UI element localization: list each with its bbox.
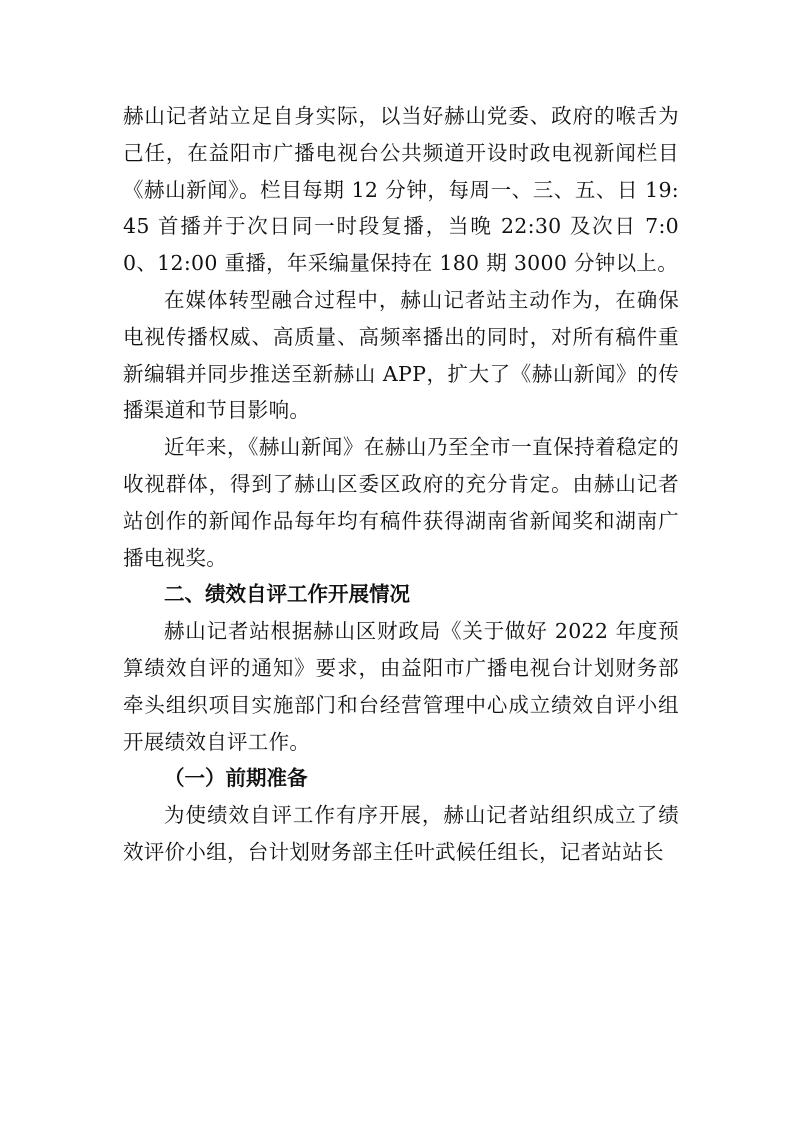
paragraph-media-integration: 在媒体转型融合过程中，赫山记者站主动作为，在确保电视传播权威、高质量、高频率播出的同时，对所有稿件重新编辑并同步推送至新赫山 APP，扩大了《赫山新闻》的传播渠道和节目影响。 <box>123 287 679 423</box>
paragraph-program-overview: 赫山记者站立足自身实际，以当好赫山党委、政府的喉舌为己任，在益阳市广播电视台公共频道开设时政电视新闻栏目《赫山新闻》。栏目每期 12 分钟，每周一、三、五、日 19:45 首播并于次日同一时段复播，当晚 22:30 及次日 7:00、12:00 重播，年采编量保持在 180 期 3000 分钟以上。 <box>123 104 679 276</box>
document-body <box>123 98 679 871</box>
section-heading-self-evaluation: 二、绩效自评工作开展情况 <box>164 582 410 607</box>
subsection-heading-preparation: （一）前期准备 <box>164 766 308 791</box>
paragraph-preparation: 为使绩效自评工作有序开展，赫山记者站组织成立了绩效评价小组，台计划财务部主任叶武候任组长，记者站站长 <box>123 803 679 864</box>
paragraph-recent-achievements: 近年来，《赫山新闻》在赫山乃至全市一直保持着稳定的收视群体，得到了赫山区委区政府的充分肯定。由赫山记者站创作的新闻作品每年均有稿件获得湖南省新闻奖和湖南广播电视奖。 <box>123 435 679 570</box>
paragraph-self-evaluation: 赫山记者站根据赫山区财政局《关于做好 2022 年度预算绩效自评的通知》要求，由益阳市广播电视台计划财务部牵头组织项目实施部门和台经营管理中心成立绩效自评小组开展绩效自评工作。 <box>123 619 679 754</box>
